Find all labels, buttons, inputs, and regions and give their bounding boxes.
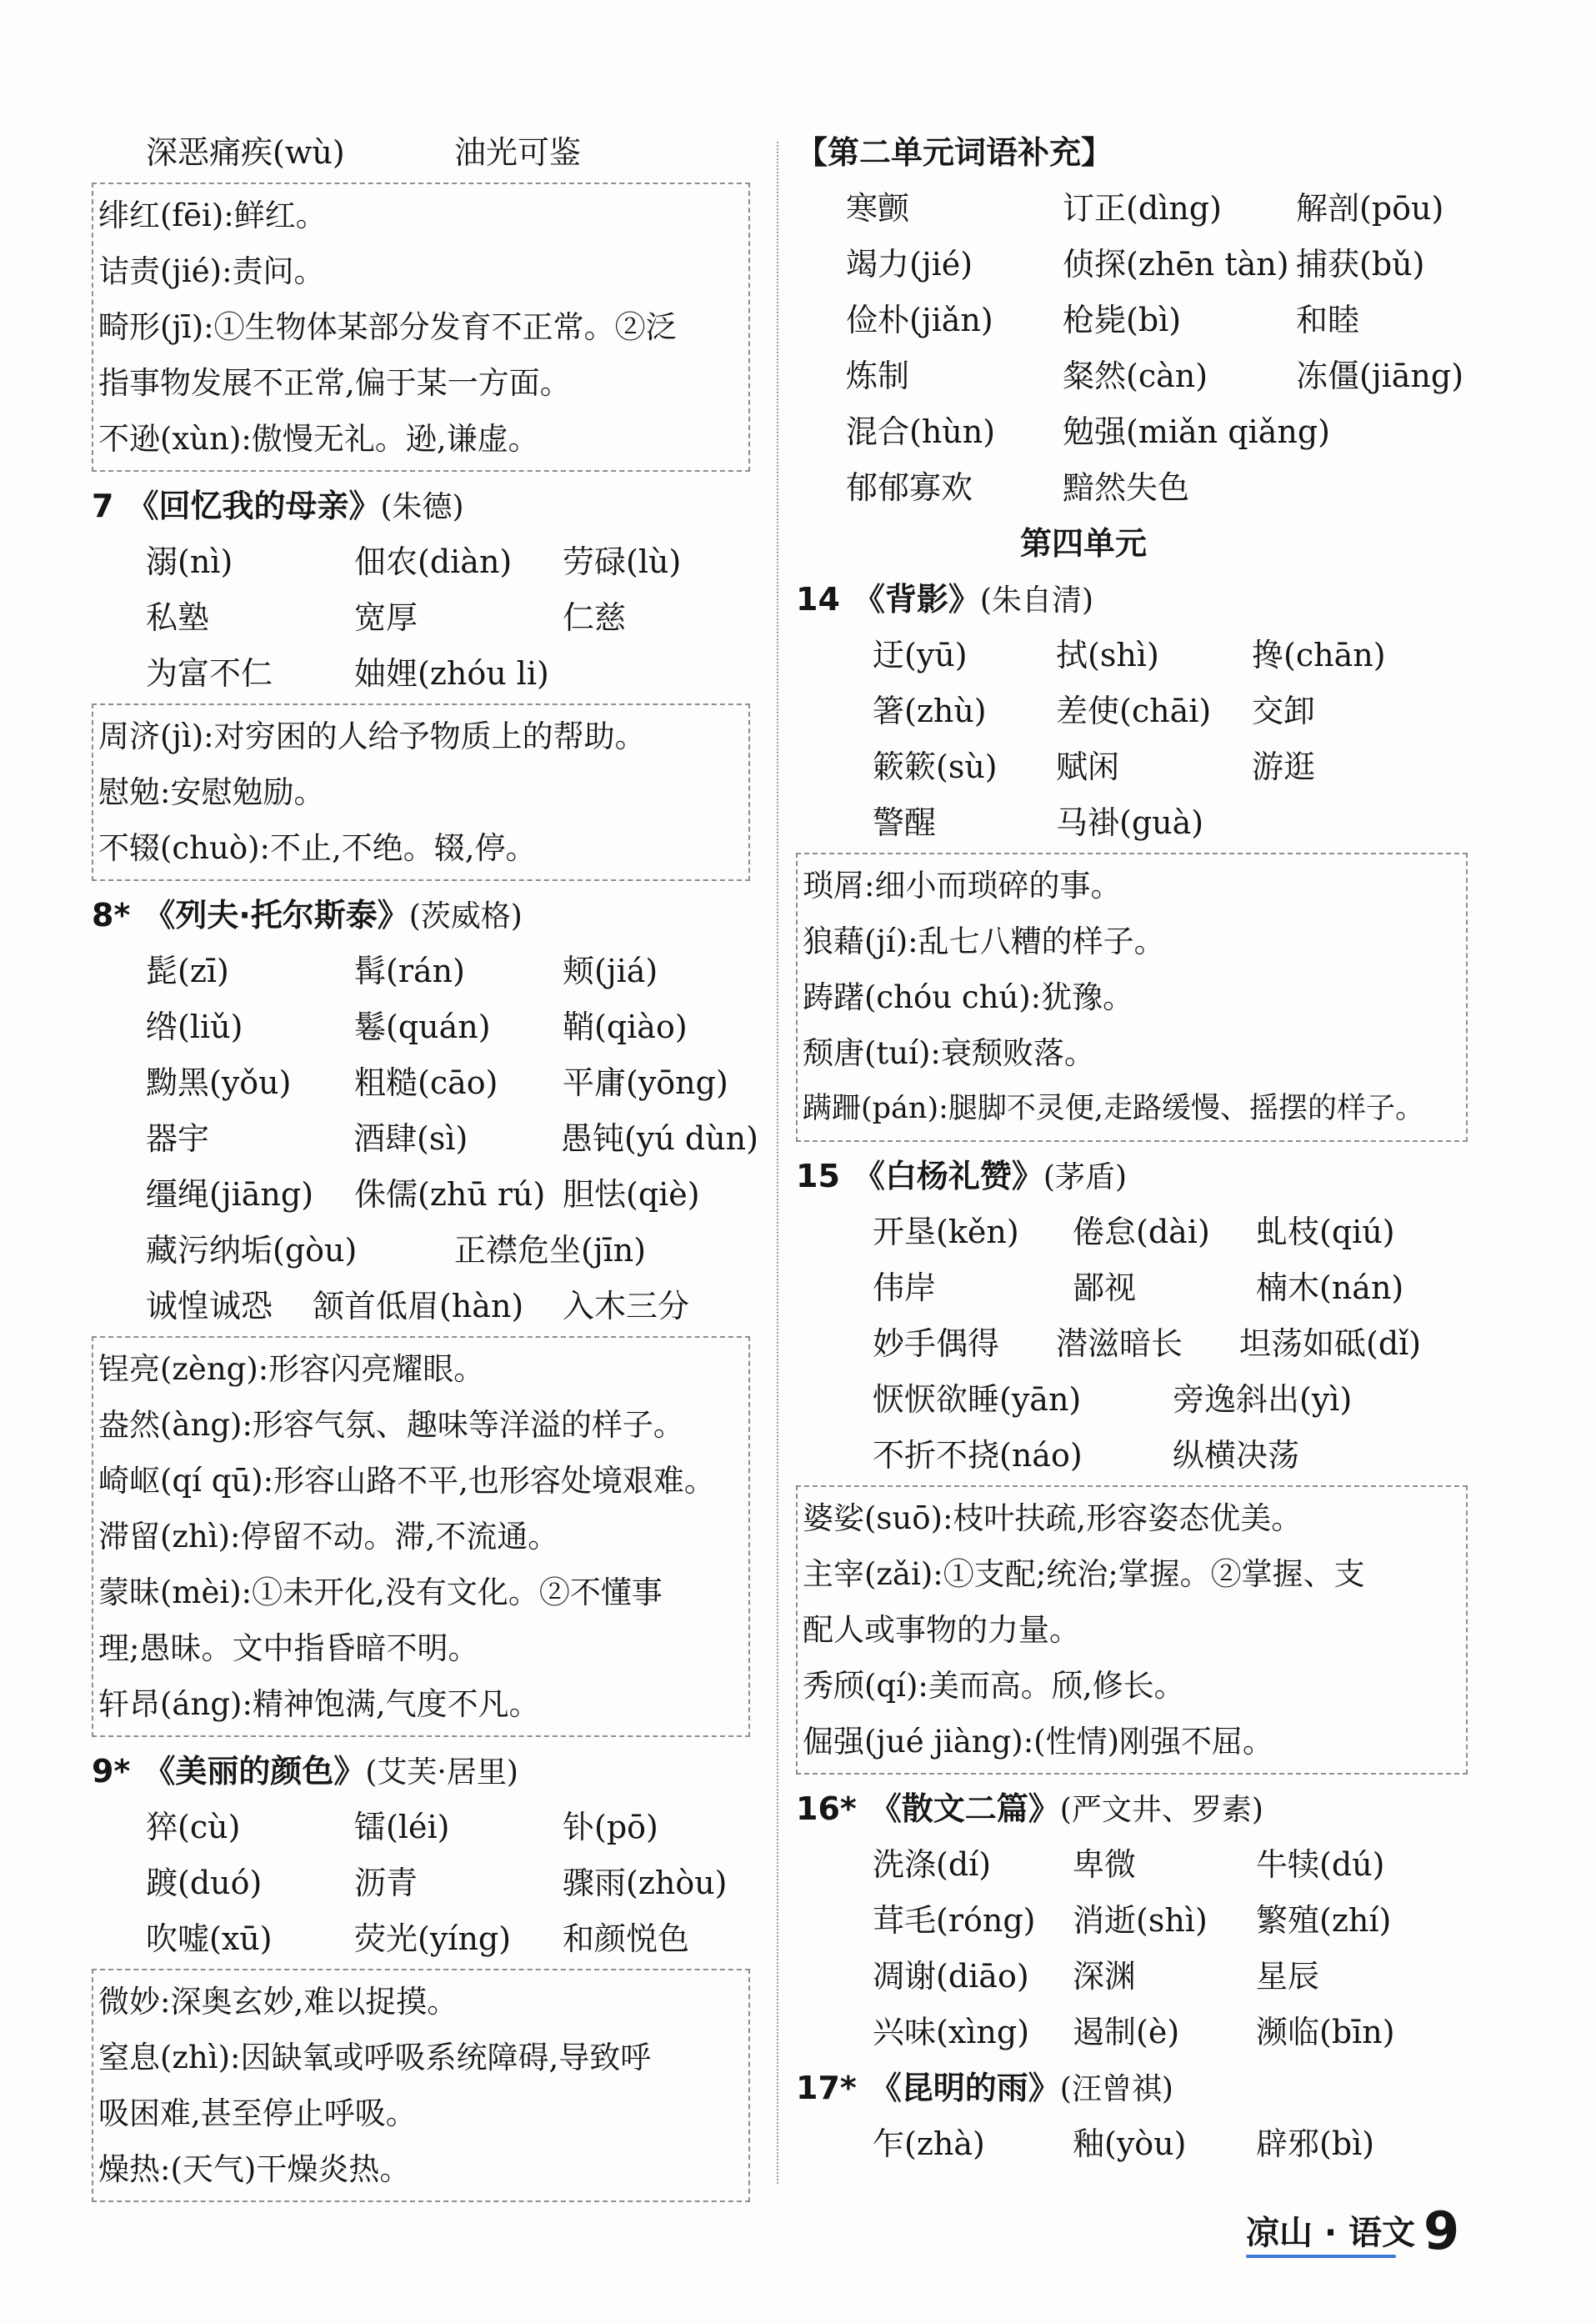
definition: 主宰(zǎi):①支配;统治;掌握。②掌握、支 bbox=[803, 1556, 1365, 1592]
word: 沥青 bbox=[354, 1865, 418, 1901]
word-row bbox=[796, 1260, 1471, 1316]
word-row bbox=[796, 181, 1471, 237]
right-column bbox=[796, 125, 1471, 2172]
word: 濒临(bīn) bbox=[1256, 2014, 1395, 2050]
word: 镭(léi) bbox=[354, 1809, 450, 1845]
word: 卑微 bbox=[1073, 1846, 1137, 1883]
word-row bbox=[796, 1372, 1471, 1428]
word: 楠木(nán) bbox=[1256, 1269, 1404, 1306]
word: 潜滋暗长 bbox=[1056, 1325, 1183, 1362]
definition: 周济(jì):对穷困的人给予物质上的帮助。 bbox=[98, 718, 646, 754]
word: 辟邪(bì) bbox=[1256, 2125, 1375, 2162]
word: 荧光(yíng) bbox=[354, 1920, 512, 1957]
word-row bbox=[92, 1911, 758, 1967]
word-row bbox=[92, 1167, 758, 1223]
word: 乍(zhà) bbox=[873, 2125, 985, 2162]
word: 拭(shì) bbox=[1056, 637, 1159, 673]
word-row bbox=[796, 1428, 1471, 1484]
word: 郁郁寡欢 bbox=[846, 469, 973, 506]
word: 订正(dìng) bbox=[1063, 190, 1222, 227]
word-row bbox=[92, 125, 758, 181]
word-row bbox=[796, 1949, 1471, 2005]
definition: 理;愚昧。文中指昏暗不明。 bbox=[98, 1630, 479, 1666]
word: 鄙视 bbox=[1073, 1269, 1137, 1306]
word-row bbox=[796, 795, 1471, 851]
word: 簌簌(sù) bbox=[873, 748, 998, 785]
word: 仁慈 bbox=[563, 599, 627, 636]
word: 炼制 bbox=[846, 358, 910, 394]
word: 纵横决荡 bbox=[1173, 1437, 1300, 1474]
lesson-title: 9* 《美丽的颜色》(艾芙·居里) bbox=[92, 1753, 518, 1790]
word: 消逝(shì) bbox=[1073, 1902, 1208, 1939]
word: 溺(nì) bbox=[146, 543, 233, 580]
word: 颊(jiá) bbox=[563, 953, 658, 989]
word-row bbox=[796, 2005, 1471, 2060]
word: 旁逸斜出(yì) bbox=[1173, 1381, 1353, 1418]
definition: 秀颀(qí):美而高。颀,修长。 bbox=[803, 1668, 1185, 1704]
word: 虬枝(qiú) bbox=[1256, 1214, 1395, 1250]
word: 和颜悦色 bbox=[563, 1920, 690, 1957]
word: 黝黑(yǒu) bbox=[146, 1064, 292, 1101]
definition: 婆娑(suō):枝叶扶疏,形容姿态优美。 bbox=[803, 1500, 1303, 1536]
lesson-title: 16* 《散文二篇》(严文井、罗素) bbox=[796, 1790, 1263, 1827]
word-row bbox=[92, 999, 758, 1055]
word: 入木三分 bbox=[563, 1288, 690, 1324]
definition: 配人或事物的力量。 bbox=[803, 1612, 1080, 1648]
word: 骤雨(zhòu) bbox=[563, 1865, 728, 1901]
section-heading: 【第二单元词语补充】 bbox=[796, 134, 1113, 171]
definition: 颓唐(tuí):衰颓败落。 bbox=[803, 1035, 1095, 1071]
word: 愚钝(yú dùn) bbox=[561, 1120, 758, 1157]
word-row bbox=[796, 293, 1471, 348]
word-row bbox=[92, 590, 758, 646]
lesson-title: 7 《回忆我的母亲》(朱德) bbox=[92, 488, 464, 524]
word-row bbox=[796, 683, 1471, 739]
word: 釉(yòu) bbox=[1073, 2125, 1187, 2162]
definition-box bbox=[92, 1969, 750, 2202]
word-row bbox=[92, 944, 758, 999]
word: 箸(zhù) bbox=[873, 693, 987, 729]
word: 平庸(yōng) bbox=[563, 1064, 728, 1101]
word: 妙手偶得 bbox=[873, 1325, 1000, 1362]
word: 警醒 bbox=[873, 804, 937, 841]
word: 枪毙(bì) bbox=[1063, 302, 1182, 338]
word-row bbox=[92, 1111, 758, 1167]
word: 深渊 bbox=[1073, 1958, 1137, 1995]
word: 不折不挠(náo) bbox=[873, 1437, 1083, 1474]
word-row bbox=[796, 739, 1471, 795]
word: 赋闲 bbox=[1056, 748, 1120, 785]
word: 解剖(pōu) bbox=[1296, 190, 1444, 227]
word-row bbox=[92, 1800, 758, 1855]
word: 繁殖(zhí) bbox=[1256, 1902, 1392, 1939]
word: 马褂(guà) bbox=[1056, 804, 1204, 841]
word: 宽厚 bbox=[354, 599, 418, 636]
word: 钋(pō) bbox=[563, 1809, 658, 1845]
word: 和睦 bbox=[1296, 302, 1360, 338]
left-column bbox=[92, 125, 758, 2209]
word: 伟岸 bbox=[873, 1269, 937, 1306]
lesson-title: 14 《背影》(朱自清) bbox=[796, 581, 1093, 618]
word-row bbox=[796, 237, 1471, 293]
word: 坦荡如砥(dǐ) bbox=[1239, 1325, 1422, 1362]
definition-box bbox=[92, 703, 750, 881]
definition: 踌躇(chóu chú):犹豫。 bbox=[803, 979, 1134, 1015]
definition: 狼藉(jí):乱七八糟的样子。 bbox=[803, 924, 1165, 959]
word: 深恶痛疾(wù) bbox=[146, 134, 345, 171]
word: 竭力(jié) bbox=[846, 246, 973, 283]
word-row bbox=[796, 404, 1471, 460]
word: 髯(rán) bbox=[354, 953, 465, 989]
word: 恹恹欲睡(yān) bbox=[873, 1381, 1082, 1418]
definition: 琐屑:细小而琐碎的事。 bbox=[803, 868, 1122, 904]
definition: 绯红(fēi):鲜红。 bbox=[98, 198, 327, 233]
word: 混合(hùn) bbox=[846, 413, 996, 450]
lesson-title: 17* 《昆明的雨》(汪曾祺) bbox=[796, 2070, 1173, 2106]
word-row bbox=[796, 628, 1471, 683]
word: 鬈(quán) bbox=[354, 1009, 491, 1045]
word: 妯娌(zhóu li) bbox=[354, 655, 549, 692]
word-row bbox=[92, 1855, 758, 1911]
word: 器宇 bbox=[146, 1120, 210, 1157]
word: 侦探(zhēn tàn) bbox=[1063, 246, 1289, 283]
word-row bbox=[796, 1316, 1471, 1372]
word-row bbox=[796, 1837, 1471, 1893]
word: 鞘(qiào) bbox=[563, 1009, 688, 1045]
word: 粗糙(cāo) bbox=[354, 1064, 498, 1101]
word-row bbox=[796, 1204, 1471, 1260]
definition: 倔强(jué jiàng):(性情)刚强不屈。 bbox=[803, 1724, 1274, 1760]
word: 俭朴(jiǎn) bbox=[846, 302, 993, 338]
word: 搀(chān) bbox=[1252, 637, 1386, 673]
word: 髭(zī) bbox=[146, 953, 229, 989]
definition: 诘责(jié):责问。 bbox=[98, 253, 325, 289]
footer bbox=[1246, 2200, 1459, 2261]
definition: 吸困难,甚至停止呼吸。 bbox=[98, 2095, 417, 2131]
word: 游逛 bbox=[1252, 748, 1316, 785]
word: 黯然失色 bbox=[1063, 469, 1190, 506]
word: 捕获(bǔ) bbox=[1296, 246, 1425, 283]
page-number: 9 bbox=[1423, 2200, 1460, 2261]
definition-box bbox=[796, 853, 1468, 1142]
word: 勉强(miǎn qiǎng) bbox=[1063, 413, 1330, 450]
word-row bbox=[92, 1279, 758, 1334]
word: 私塾 bbox=[146, 599, 210, 636]
definition: 盎然(àng):形容气氛、趣味等洋溢的样子。 bbox=[98, 1407, 684, 1443]
word: 侏儒(zhū rú) bbox=[354, 1176, 546, 1213]
word: 兴味(xìng) bbox=[873, 2014, 1030, 2050]
footer-underline bbox=[1246, 2255, 1396, 2258]
word-row bbox=[796, 2116, 1471, 2172]
word: 劳碌(lù) bbox=[563, 543, 682, 580]
definition: 窒息(zhì):因缺氧或呼吸系统障碍,导致呼 bbox=[98, 2040, 652, 2075]
definition: 崎岖(qí qū):形容山路不平,也形容处境艰难。 bbox=[98, 1463, 715, 1499]
definition-box bbox=[92, 183, 750, 472]
word: 诚惶诚恐 bbox=[146, 1288, 273, 1324]
word: 正襟危坐(jīn) bbox=[454, 1232, 647, 1269]
word: 佃农(diàn) bbox=[354, 543, 513, 580]
definition: 蒙昧(mèi):①未开化,没有文化。②不懂事 bbox=[98, 1575, 663, 1610]
word: 茸毛(róng) bbox=[873, 1902, 1036, 1939]
lesson-title: 8* 《列夫·托尔斯泰》(茨威格) bbox=[92, 897, 523, 934]
definition: 不逊(xùn):傲慢无礼。逊,谦虚。 bbox=[98, 421, 539, 457]
word: 缰绳(jiāng) bbox=[146, 1176, 314, 1213]
definition: 不辍(chuò):不止,不绝。辍,停。 bbox=[98, 830, 537, 866]
definition: 微妙:深奥玄妙,难以捉摸。 bbox=[98, 1984, 458, 2020]
definition: 畸形(jī):①生物体某部分发育不正常。②泛 bbox=[98, 309, 677, 345]
word: 开垦(kěn) bbox=[873, 1214, 1019, 1250]
word: 踱(duó) bbox=[146, 1865, 263, 1901]
word: 寒颤 bbox=[846, 190, 910, 227]
word: 迂(yū) bbox=[873, 637, 968, 673]
word: 为富不仁 bbox=[146, 655, 273, 692]
word: 凋谢(diāo) bbox=[873, 1958, 1029, 1995]
definition: 蹒跚(pán):腿脚不灵便,走路缓慢、摇摆的样子。 bbox=[803, 1092, 1425, 1125]
word: 藏污纳垢(gòu) bbox=[146, 1232, 358, 1269]
definition: 指事物发展不正常,偏于某一方面。 bbox=[98, 365, 571, 401]
definition: 燥热:(天气)干燥炎热。 bbox=[98, 2151, 411, 2187]
word: 颔首低眉(hàn) bbox=[313, 1288, 524, 1324]
word: 牛犊(dú) bbox=[1256, 1846, 1385, 1883]
word: 洗涤(dí) bbox=[873, 1846, 992, 1883]
word: 星辰 bbox=[1256, 1958, 1320, 1995]
word: 绺(liǔ) bbox=[146, 1009, 243, 1045]
column-divider bbox=[777, 142, 778, 2184]
word-row bbox=[796, 460, 1471, 516]
word-row bbox=[92, 1055, 758, 1111]
word: 猝(cù) bbox=[146, 1809, 241, 1845]
word: 粲然(càn) bbox=[1063, 358, 1208, 394]
definition: 锃亮(zèng):形容闪亮耀眼。 bbox=[98, 1351, 485, 1387]
footer-label: 凉山 · 语文 bbox=[1246, 2214, 1416, 2252]
word: 冻僵(jiāng) bbox=[1296, 358, 1464, 394]
word: 胆怯(qiè) bbox=[563, 1176, 700, 1213]
word-row bbox=[92, 1223, 758, 1279]
word: 差使(chāi) bbox=[1056, 693, 1212, 729]
word: 遏制(è) bbox=[1073, 2014, 1180, 2050]
lesson-title: 15 《白杨礼赞》(茅盾) bbox=[796, 1158, 1127, 1194]
word-row bbox=[796, 348, 1471, 404]
word: 倦怠(dài) bbox=[1073, 1214, 1210, 1250]
definition: 慰勉:安慰勉励。 bbox=[98, 774, 325, 810]
word: 油光可鉴 bbox=[454, 134, 582, 171]
definition-box bbox=[796, 1485, 1468, 1775]
definition-box bbox=[92, 1336, 750, 1737]
word-row bbox=[796, 1893, 1471, 1949]
word: 酒肆(sì) bbox=[353, 1120, 468, 1157]
word-row bbox=[92, 646, 758, 702]
word-row bbox=[92, 534, 758, 590]
unit-heading: 第四单元 bbox=[1019, 525, 1147, 562]
definition: 轩昂(áng):精神饱满,气度不凡。 bbox=[98, 1686, 540, 1722]
definition: 滞留(zhì):停留不动。滞,不流通。 bbox=[98, 1519, 559, 1555]
word: 吹嘘(xū) bbox=[146, 1920, 273, 1957]
word: 交卸 bbox=[1252, 693, 1316, 729]
